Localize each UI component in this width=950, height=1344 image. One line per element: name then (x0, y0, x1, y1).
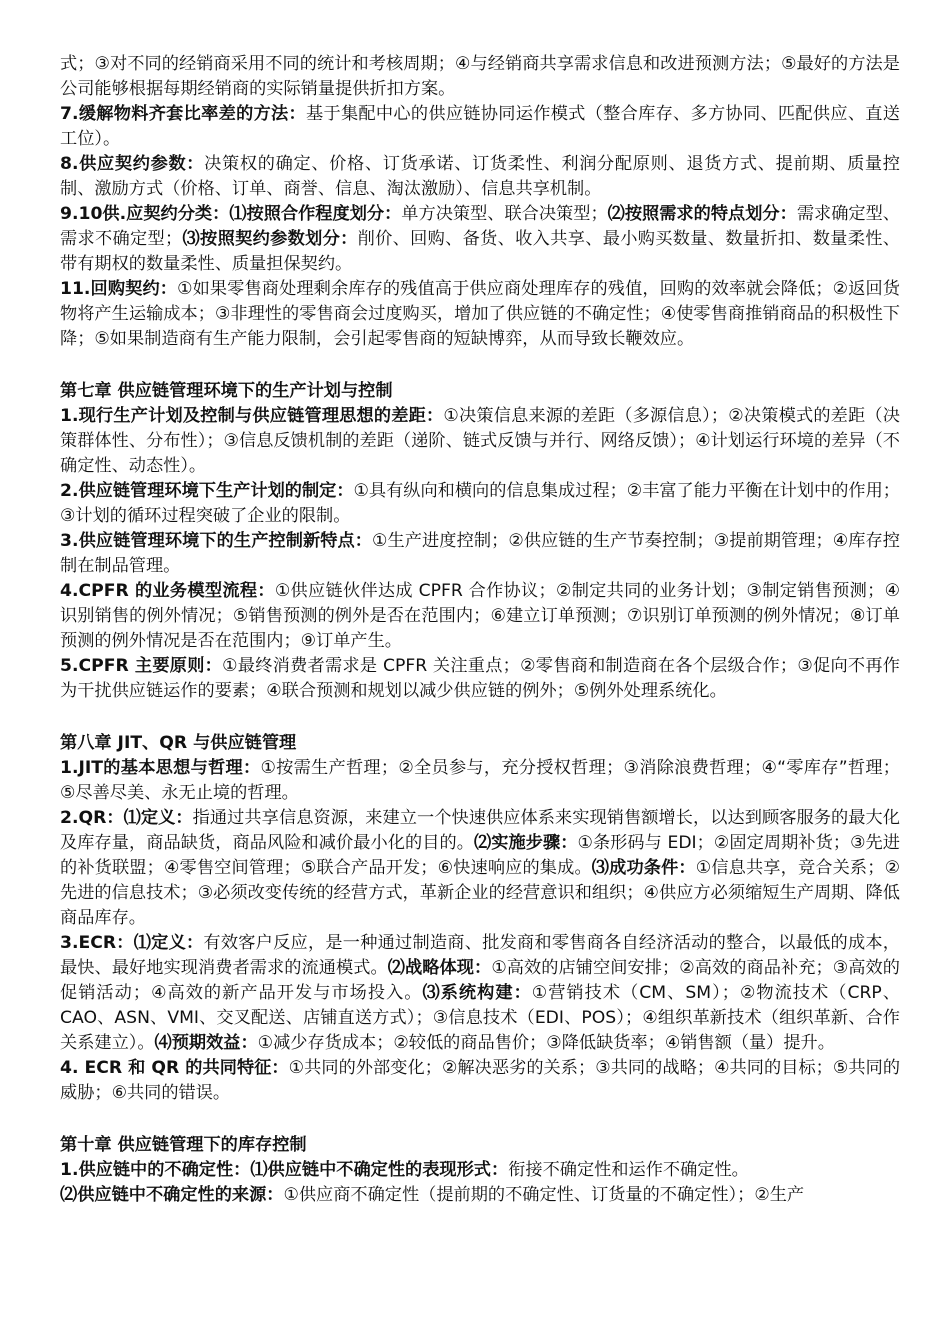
ch8-paragraph-4 (60, 1056, 900, 1106)
paragraph-text: 单方决策型、联合决策型； (401, 204, 608, 224)
paragraph-text: ①供应商不确定性（提前期的不确定性、订货量的不确定性）；②生产 (283, 1185, 805, 1205)
ch8-paragraph-1 (60, 756, 900, 806)
paragraph-label: 4. ECR 和 QR 的共同特征： (60, 1058, 289, 1078)
paragraph-text: ①按需生产哲理；②全员参与，充分授权哲理；③消除浪费哲理；④“零库存”哲理；⑤尽善尽美、永无止境的哲理。 (60, 758, 900, 803)
paragraph-text: ①具有纵向和横向的信息集成过程；②丰富了能力平衡在计划中的作用；③计划的循环过程突破了企业的限制。 (60, 481, 900, 526)
paragraph-label: 5.CPFR 主要原则： (60, 656, 223, 676)
paragraph-text: ①决策信息来源的差距（多源信息）；②决策模式的差距（决策群体性、分布性）；③信息反馈机制的差距（递阶、链式反馈与并行、网络反馈）；④计划运行环境的差异（不确定性、动态性）。 (60, 406, 900, 476)
paragraph-text: ①高效的店铺空间安排；②高效的商品补充；③高效的促销活动；④高效的新产品开发与市场投入。 (60, 958, 900, 1003)
paragraph-label: 1.JIT的基本思想与哲理： (60, 758, 261, 778)
paragraph-7-material-kitting (60, 102, 900, 152)
paragraph-text: 基于集配中心的供应链协同运作模式（整合库存、多方协同、匹配供应、直送工位）。 (60, 104, 900, 149)
paragraph-label: 9.10供.应契约分类： (60, 204, 230, 224)
paragraph-text: 决策权的确定、价格、订货承诺、订货柔性、利润分配原则、退货方式、提前期、质量控制、激励方式（价格、订单、商誉、信息、淘汰激励）、信息共享机制。 (60, 154, 900, 199)
paragraph-label: 11.回购契约： (60, 279, 178, 299)
paragraph-label: 3.供应链管理环境下的生产控制新特点： (60, 531, 373, 551)
subsection-label: ⑶成功条件： (591, 858, 696, 878)
paragraph-continued (60, 52, 900, 102)
paragraph-text: 衔接不确定性和运作不确定性。 (508, 1160, 749, 1180)
subsection-label: ⑶系统构建： (422, 983, 532, 1003)
paragraph-label: 8.供应契约参数： (60, 154, 205, 174)
subsection-label: ⑴按照合作程度划分： (229, 204, 402, 224)
ch7-paragraph-1 (60, 404, 900, 479)
paragraph-label: ⑵供应链中不确定性的来源： (60, 1185, 284, 1205)
paragraph-9-contract-types (60, 202, 900, 277)
paragraph-label: 2.QR：⑴定义： (60, 808, 193, 828)
paragraph-text: ①如果零售商处理剩余库存的残值高于供应商处理库存的残值，回购的效率就会降低；②返回货物将产生运输成本；③非理性的零售商会过度购买，增加了供应链的不确定性；④使零售商推销商品的积极性下降；⑤如果制造商有生产能力限制，会引起零售商的短缺博弈，从而导致长鞭效应。 (60, 279, 900, 349)
subsection-label: ⑵实施步骤： (473, 833, 578, 853)
ch7-paragraph-2 (60, 479, 900, 529)
paragraph-text: 指通过共享信息资源，来建立一个快速供应体系来实现销售额增长，以达到顾客服务的最大化及库存量，商品缺货，商品风险和减价最小化的目的。 (60, 808, 900, 853)
paragraph-text: ①最终消费者需求是 CPFR 关注重点；②零售商和制造商在各个层级合作；③促向不再作为干扰供应链运作的要素；④联合预测和规划以减少供应链的例外；⑤例外处理系统化。 (60, 656, 900, 701)
subsection-label: ⑷预期效益： (154, 1033, 258, 1053)
paragraph-label: 3.ECR：⑴定义： (60, 933, 204, 953)
paragraph-text: ①供应链伙伴达成 CPFR 合作协议；②制定共同的业务计划；③制定销售预测；④识别销售的例外情况；⑤销售预测的例外是否在范围内；⑥建立订单预测；⑦识别订单预测的例外情况；⑧订单预测的例外情况是否在范围内；⑨订单产生。 (60, 581, 900, 651)
paragraph-text: ①营销技术（CM、SM）；②物流技术（CRP、CAO、ASN、VMI、交叉配送、店铺直送方式）；③信息技术（EDI、POS）；④组织革新技术（组织革新、合作关系建立）。 (60, 983, 900, 1053)
subsection-label: ⑶按照契约参数划分： (182, 229, 358, 249)
ch7-paragraph-3 (60, 529, 900, 579)
ch7-paragraph-4 (60, 579, 900, 654)
paragraph-8-contract-parameters (60, 152, 900, 202)
ch8-paragraph-3-ecr (60, 931, 900, 1056)
paragraph-text: ①生产进度控制；②供应链的生产节奏控制；③提前期管理；④库存控制在制品管理。 (60, 531, 900, 576)
chapter-7-heading: 第七章 供应链管理环境下的生产计划与控制 (60, 381, 393, 401)
paragraph-text: ①信息共享，竞合关系；②先进的信息技术；③必须改变传统的经营方式，革新企业的经营意识和组织；④供应方必须缩短生产周期、降低商品库存。 (60, 858, 900, 928)
paragraph-text: 削价、回购、备货、收入共享、最小购买数量、数量折扣、数量柔性、带有期权的数量柔性、质量担保契约。 (60, 229, 900, 274)
paragraph-text: 有效客户反应，是一种通过制造商、批发商和零售商各自经济活动的整合，以最低的成本，最快、最好地实现消费者需求的流通模式。 (60, 933, 900, 978)
paragraph-text: ①减少存货成本；②较低的商品售价；③降低缺货率；④销售额（量）提升。 (257, 1033, 835, 1053)
paragraph-11-buyback-contract (60, 277, 900, 352)
ch7-paragraph-5 (60, 654, 900, 704)
paragraph-label: 4.CPFR 的业务模型流程： (60, 581, 275, 601)
ch10-paragraph-1 (60, 1158, 900, 1183)
paragraph-label: 1.现行生产计划及控制与供应链管理思想的差距： (60, 406, 444, 426)
section-gap (60, 1106, 900, 1133)
paragraph-text: 需求确定型、需求不确定型； (60, 204, 900, 249)
subsection-label: ⑵按照需求的特点划分： (607, 204, 797, 224)
section-gap (60, 704, 900, 731)
paragraph-label: 2.供应链管理环境下生产计划的制定： (60, 481, 354, 501)
paragraph-label: 1.供应链中的不确定性：⑴供应链中不确定性的表现形式： (60, 1160, 509, 1180)
chapter-10-heading: 第十章 供应链管理下的库存控制 (60, 1135, 307, 1155)
chapter-8-heading: 第八章 JIT、QR 与供应链管理 (60, 733, 297, 753)
paragraph-text: ①条形码与 EDI；②固定周期补货；③先进的补货联盟；④零售空间管理；⑤联合产品开发；⑥快速响应的集成。 (60, 833, 900, 878)
ch10-paragraph-2 (60, 1183, 900, 1208)
paragraph-label: 7.缓解物料齐套比率差的方法： (60, 104, 306, 124)
ch8-paragraph-2-qr (60, 806, 900, 931)
document-body (60, 52, 900, 1208)
subsection-label: ⑵战略体现： (387, 958, 492, 978)
paragraph-text: 式；③对不同的经销商采用不同的统计和考核周期；④与经销商共享需求信息和改进预测方法；⑤最好的方法是公司能够根据每期经销商的实际销量提供折扣方案。 (60, 54, 900, 99)
paragraph-text: ①共同的外部变化；②解决恶劣的关系；③共同的战略；④共同的目标；⑤共同的威胁；⑥共同的错误。 (60, 1058, 901, 1103)
section-gap (60, 352, 900, 379)
